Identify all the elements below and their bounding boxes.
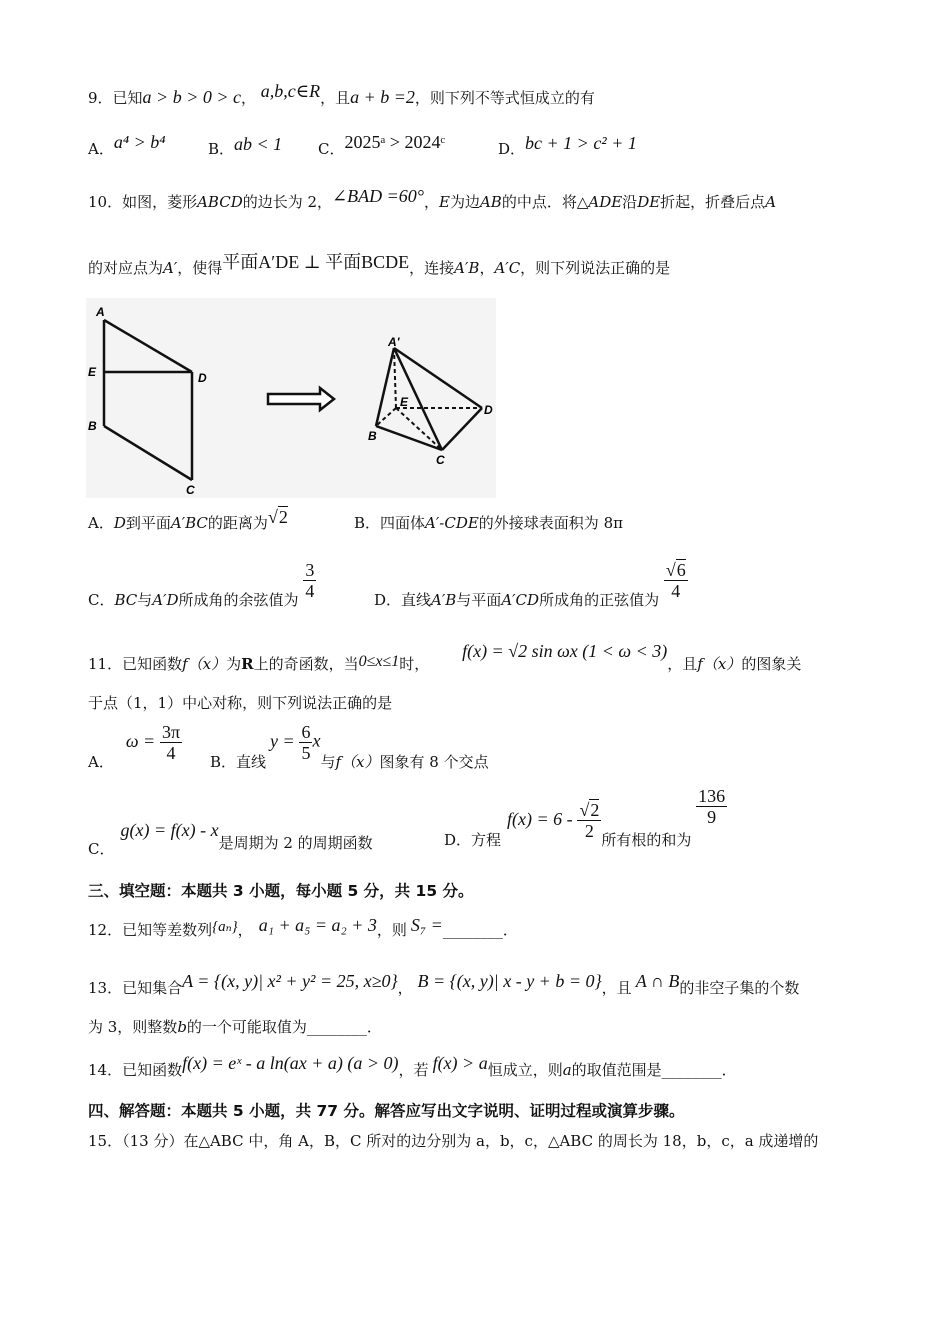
q9-cond2: a,b,c∈R [260, 81, 321, 101]
q15: 15．（13 分）在△ABC 中，角 A，B，C 所对的边分别为 a，b，c，△ABC 的周长为 18，b，c，a 成递增的 [88, 1132, 819, 1150]
q11-option-b: B．直线y = $\frac{6}{5}$ x与f（x）图象有 8 个交点 [210, 722, 489, 771]
label-c2: C [436, 453, 445, 467]
q10-stem-line2: 的对应点为A′，使得平面A′DE ⊥ 平面BCDE，连接A′B，A′C，则下列说法正确的是 [88, 252, 671, 277]
q10-option-d-fraction: $\frac{√6}{4}$ [665, 560, 686, 601]
q10-option-c-fraction: $\frac{3}{4}$ [305, 560, 315, 601]
q11-option-a-fraction: $\frac{3\pi}{4}$ [161, 722, 181, 763]
label-a-prime: A' [388, 335, 400, 349]
q11-stem-line2: 于点（1，1）中心对称，则下列说法正确的是 [88, 694, 393, 712]
q11-option-a: A．ω = $\frac{3\pi}{4}$ [88, 722, 181, 771]
q13-line2: 为 3，则整数b的一个可能取值为________． [88, 1018, 382, 1036]
q9-option-c: C．2025ᵃ > 2024ᶜ [318, 132, 446, 158]
q9-cond3: a + b =2 [350, 87, 415, 107]
q9-option-b: B．ab < 1 [208, 134, 283, 158]
q11-option-d-sum-fraction: $\frac{136}{9}$ [698, 786, 726, 827]
q14: 14．已知函数f(x) = eˣ - a ln(ax + a) (a > 0)，若 f(x) > a恒成立，则a的取值范围是________． [88, 1053, 737, 1079]
q12: 12．已知等差数列{aₙ}， a₁ + a₅ = a₂ + 3，则 S₇ =________． [88, 915, 518, 939]
label-d2: D [484, 403, 493, 417]
label-c: C [186, 483, 195, 497]
q10-stem-line1: 10．如图，菱形ABCD的边长为 2，∠BAD =60°，E为边AB的中点．将△ADE沿DE折起，折叠后点A [88, 186, 777, 211]
label-b: B [88, 419, 97, 433]
q11-option-b-fraction: $\frac{6}{5}$ [301, 722, 311, 763]
q10-figure [86, 298, 506, 498]
q10-option-b: B．四面体A′-CDE的外接球表面积为 8π [354, 514, 623, 532]
q9-option-d: D．bc + 1 > c² + 1 [498, 133, 637, 158]
q11-option-d: D．方程f(x) = 6 - $\frac{√2}{2}$ 所有根的和为 $\frac{136}{9}$ [444, 786, 726, 849]
q11-stem-line1: 11．已知函数f（x）为R上的奇函数，当0≤x≤1时， f(x) = √2 sin ωx (1 < ω < 3)，且f（x）的图象关 [88, 641, 802, 673]
q11-function: f(x) = √2 sin ωx (1 < ω < 3) [462, 641, 668, 661]
q13-line1: 13．已知集合A = {(x, y)| x² + y² = 25, x≥0}， B = {(x, y)| x - y + b = 0}，且 A ∩ B的非空子集的个数 [88, 971, 800, 997]
label-a: A [96, 305, 105, 319]
label-b2: B [368, 429, 377, 443]
q9-stem: 9．已知a > b > 0 > c， a,b,c∈R，且a + b =2，则下列不等式恒成立的有 [88, 81, 595, 107]
q10-option-a: A．D到平面A′BC的距离为√2 [88, 507, 288, 532]
q10-option-d: D．直线A′B与平面A′CD所成角的正弦值为 $\frac{√6}{4}$ [374, 560, 686, 609]
label-e2: E [400, 395, 409, 409]
q9-cond1: a > b > 0 > c [142, 87, 241, 107]
q10-plane-condition: 平面A′DE ⊥ 平面BCDE [222, 252, 410, 272]
q9-option-a: A．a⁴ > b⁴ [88, 132, 166, 158]
label-e: E [88, 365, 97, 379]
label-d: D [198, 371, 207, 385]
q10-angle: ∠BAD =60° [332, 186, 424, 206]
q11-option-c: C．g(x) = f(x) - x是周期为 2 的周期函数 [88, 820, 373, 858]
q11-option-d-fraction: $\frac{√2}{2}$ [579, 800, 600, 841]
section-3-heading: 三、填空题：本题共 3 小题，每小题 5 分，共 15 分。 [88, 882, 474, 900]
section-4-heading: 四、解答题：本题共 5 小题，共 77 分。解答应写出文字说明、证明过程或演算步骤。 [88, 1102, 685, 1120]
q10-option-c: C．BC与A′D所成角的余弦值为 $\frac{3}{4}$ [88, 560, 315, 609]
